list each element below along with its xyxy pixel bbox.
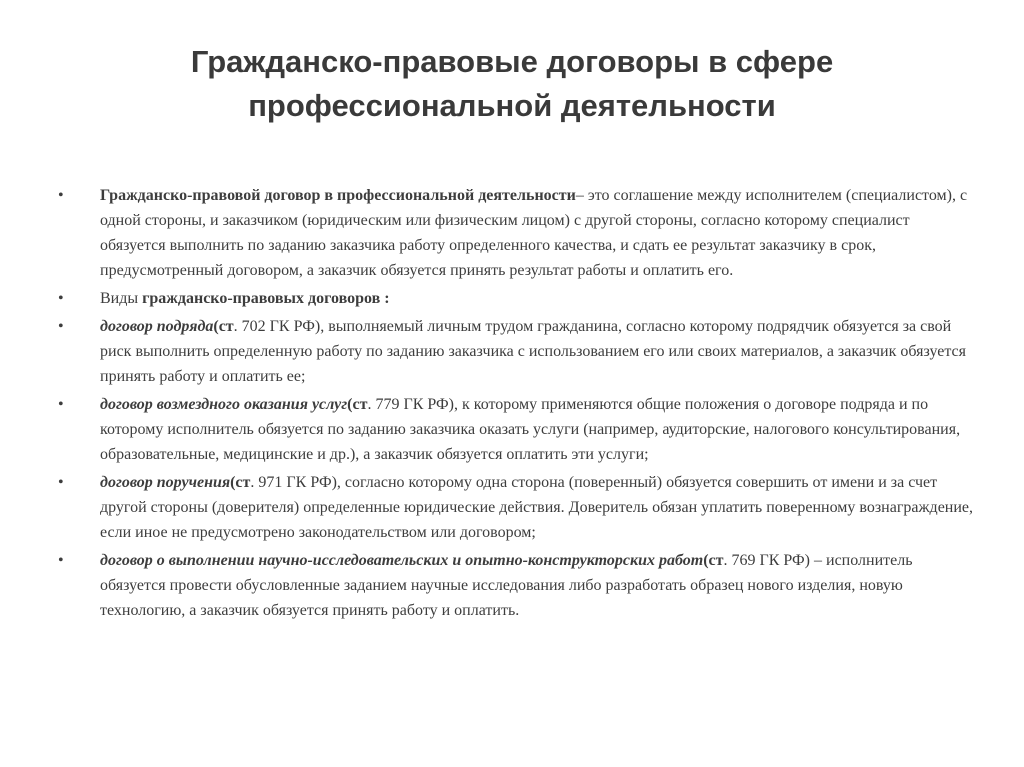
- contract-text: . 779 ГК РФ), к которому применяются общие положения о договоре подряда и по которому исполнитель обязуется по заданию заказчика оказать услуги (например, аудиторские, налогового консультирования, образовательные, медицинские и др.), а заказчик обязуется оплатить эти услуги;: [100, 396, 961, 463]
- definition-term: Гражданско-правовой договор в профессиональной деятельности: [100, 187, 576, 204]
- list-item-contract-services: [55, 392, 975, 467]
- contract-term: договор подряда: [100, 318, 214, 335]
- contract-text: . 702 ГК РФ), выполняемый личным трудом гражданина, согласно которому подрядчик обязуется за свой риск выполнить определенную работу по заданию заказчика с использованием его или своих материалов, а заказчик обязуется принять работу и оплатить ее;: [100, 318, 966, 385]
- bullet-icon: •: [58, 474, 64, 491]
- list-item-definition: [55, 183, 975, 283]
- list-item-contract-podryad: [55, 314, 975, 389]
- list-item-types-heading: [55, 286, 975, 311]
- article-ref-open: (ст: [703, 552, 724, 569]
- types-term: гражданско-правовых договоров :: [142, 290, 390, 307]
- contract-text: . 971 ГК РФ), согласно которому одна сторона (поверенный) обязуется совершить от имени и за счет другой стороны (доверителя) определенные юридические действия. Доверитель обязан уплатить поверенному вознаграждение, если иное не предусмотрено законодательством или договором;: [100, 474, 974, 541]
- slide-title-line-2: профессиональной деятельности: [248, 88, 776, 123]
- bullet-icon: •: [58, 290, 64, 307]
- contract-text: . 769 ГК РФ) – исполнитель обязуется провести обусловленные заданием научные исследования либо разработать образец нового изделия, новую технологию, а заказчик обязуется принять работу и оплатить.: [100, 552, 913, 619]
- list-item-contract-research: [55, 548, 975, 623]
- bullet-icon: •: [58, 552, 64, 569]
- slide-title-line-1: Гражданско-правовые договоры в сфере: [190, 44, 834, 79]
- types-prefix: Виды: [100, 290, 143, 307]
- bullet-icon: •: [58, 396, 64, 413]
- bullet-list: [55, 183, 975, 626]
- contract-term: договор о выполнении научно-исследовательских и опытно-конструкторских работ: [100, 552, 704, 569]
- slide-title: [60, 40, 964, 128]
- bullet-icon: •: [58, 187, 64, 204]
- article-ref-open: (ст: [213, 318, 234, 335]
- list-item-contract-agency: [55, 470, 975, 545]
- article-ref-open: (ст: [230, 474, 251, 491]
- definition-text: – это соглашение между исполнителем (специалистом), с одной стороны, и заказчиком (юридическим или физическим лицом) с другой стороны, согласно которому специалист обязуется выполнить по заданию заказчика работу определенного качества, и сдать ее результат заказчику в срок, предусмотренный договором, а заказчик обязуется принять результат работы и оплатить его.: [100, 187, 968, 279]
- bullet-icon: •: [58, 318, 64, 335]
- contract-term: договор возмездного оказания услуг: [100, 396, 348, 413]
- contract-term: договор поручения: [100, 474, 231, 491]
- article-ref-open: (ст: [347, 396, 368, 413]
